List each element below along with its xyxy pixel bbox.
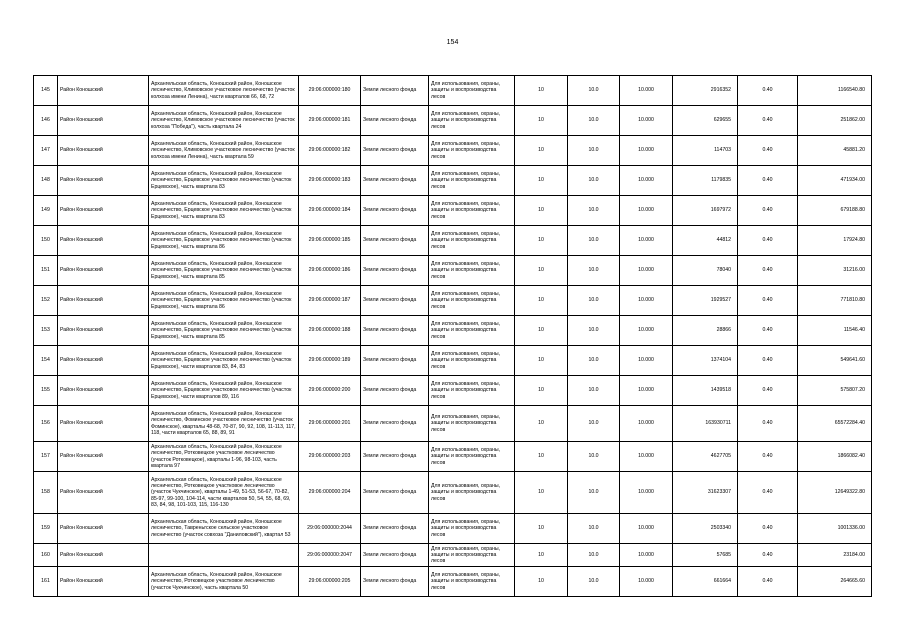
- row-number-cell: 159: [34, 514, 58, 544]
- area-cell: 661664: [673, 567, 738, 597]
- total-amount-cell: 45881.20: [798, 136, 872, 166]
- rate-cell: 10: [515, 514, 568, 544]
- address-cell: Архангельская область, Коношский район, Коношское лесничество, Ерцевское участковое лесничество (участок Ерцевское), части кварталов 83, 84, 83: [149, 346, 299, 376]
- table-row: [34, 406, 872, 442]
- coefficient-cell: 10.0: [568, 472, 620, 514]
- land-category-cell: Земли лесного фонда: [361, 136, 429, 166]
- permitted-use-cell: Для использования, охраны, защиты и воспроизводства лесов: [429, 166, 515, 196]
- district-cell: Район Коношский: [58, 442, 149, 472]
- address-cell: Архангельская область, Коношский район, Коношское лесничество, Ерцевское участковое лесничество (участок Ерцевское), части кварталов 89, 116: [149, 376, 299, 406]
- row-number-cell: 146: [34, 106, 58, 136]
- table-body: [34, 76, 872, 597]
- table-row: [34, 106, 872, 136]
- address-cell: Архангельская область, Коношский район, Коношское лесничество, Ерцевское участковое лесничество (участок Ерцевское), часть квартала 86: [149, 286, 299, 316]
- coefficient-cell: 10.0: [568, 76, 620, 106]
- coefficient-cell: 10.0: [568, 346, 620, 376]
- percent-cell: 0.40: [738, 256, 798, 286]
- row-number-cell: 150: [34, 226, 58, 256]
- total-amount-cell: 31216.00: [798, 256, 872, 286]
- row-number-cell: 154: [34, 346, 58, 376]
- coefficient-cell: 10.0: [568, 136, 620, 166]
- row-number-cell: 145: [34, 76, 58, 106]
- total-amount-cell: 11546.40: [798, 316, 872, 346]
- area-cell: 2503340: [673, 514, 738, 544]
- row-number-cell: 153: [34, 316, 58, 346]
- table-row: [34, 286, 872, 316]
- percent-cell: 0.40: [738, 316, 798, 346]
- coefficient-2-cell: 10.000: [620, 256, 673, 286]
- percent-cell: 0.40: [738, 76, 798, 106]
- total-amount-cell: 251862.00: [798, 106, 872, 136]
- permitted-use-cell: Для использования, охраны, защиты и воспроизводства лесов: [429, 226, 515, 256]
- table-row: [34, 544, 872, 567]
- address-cell: [149, 544, 299, 567]
- district-cell: Район Коношский: [58, 376, 149, 406]
- cadastral-number-cell: 29:06:000000:185: [299, 226, 361, 256]
- address-cell: Архангельская область, Коношский район, Коношское лесничество, Ротковецкое участковое лесничество (участок Чукчинское), кварталы 1-49, 51-53, 56-67, 70-82, 85-97, 99-100, 104-114, части кварталов 50, 54, 55, 68, 69, 83, 84, 98, 101-103, 115, 116-130: [149, 472, 299, 514]
- coefficient-2-cell: 10.000: [620, 106, 673, 136]
- total-amount-cell: 771810.80: [798, 286, 872, 316]
- area-cell: 1374104: [673, 346, 738, 376]
- area-cell: 28866: [673, 316, 738, 346]
- coefficient-2-cell: 10.000: [620, 472, 673, 514]
- cadastral-number-cell: 29:06:000000:180: [299, 76, 361, 106]
- district-cell: Район Коношский: [58, 136, 149, 166]
- cadastral-number-cell: 29:06:000000:204: [299, 472, 361, 514]
- table-row: [34, 376, 872, 406]
- coefficient-cell: 10.0: [568, 567, 620, 597]
- table-row: [34, 514, 872, 544]
- coefficient-2-cell: 10.000: [620, 406, 673, 442]
- table-row: [34, 166, 872, 196]
- land-category-cell: Земли лесного фонда: [361, 286, 429, 316]
- rate-cell: 10: [515, 567, 568, 597]
- cadastral-number-cell: 29:06:000000:187: [299, 286, 361, 316]
- land-category-cell: Земли лесного фонда: [361, 544, 429, 567]
- total-amount-cell: 65572284.40: [798, 406, 872, 442]
- coefficient-cell: 10.0: [568, 226, 620, 256]
- area-cell: 1929527: [673, 286, 738, 316]
- cadastral-number-cell: 29:06:000000:2047: [299, 544, 361, 567]
- address-cell: Архангельская область, Коношский район, Коношское лесничество, Ерцевское участковое лесничество (участок Ерцевское), часть квартала 83: [149, 166, 299, 196]
- address-cell: Архангельская область, Коношский район, Коношское лесничество, Ерцевское участковое лесничество (участок Ерцевское), часть квартала 85: [149, 256, 299, 286]
- total-amount-cell: 1166540.80: [798, 76, 872, 106]
- area-cell: 1439518: [673, 376, 738, 406]
- coefficient-2-cell: 10.000: [620, 166, 673, 196]
- coefficient-2-cell: 10.000: [620, 442, 673, 472]
- coefficient-cell: 10.0: [568, 406, 620, 442]
- district-cell: Район Коношский: [58, 226, 149, 256]
- permitted-use-cell: Для использования, охраны, защиты и воспроизводства лесов: [429, 316, 515, 346]
- row-number-cell: 157: [34, 442, 58, 472]
- rate-cell: 10: [515, 226, 568, 256]
- permitted-use-cell: Для использования, охраны, защиты и воспроизводства лесов: [429, 567, 515, 597]
- row-number-cell: 160: [34, 544, 58, 567]
- land-plots-table: [33, 75, 872, 597]
- land-category-cell: Земли лесного фонда: [361, 76, 429, 106]
- table-row: [34, 567, 872, 597]
- permitted-use-cell: Для использования, охраны, защиты и воспроизводства лесов: [429, 472, 515, 514]
- rate-cell: 10: [515, 376, 568, 406]
- row-number-cell: 152: [34, 286, 58, 316]
- area-cell: 57685: [673, 544, 738, 567]
- district-cell: Район Коношский: [58, 166, 149, 196]
- land-category-cell: Земли лесного фонда: [361, 376, 429, 406]
- cadastral-number-cell: 29:06:000000:203: [299, 442, 361, 472]
- address-cell: Архангельская область, Коношский район, Коношское лесничество, Климовское участковое лесничество (участок колхоза имени Ленина), части кварталов 66, 68, 72: [149, 76, 299, 106]
- address-cell: Архангельская область, Коношский район, Коношское лесничество, Ротковецкое участковое лесничество (участок Чукчинское), часть квартала 50: [149, 567, 299, 597]
- permitted-use-cell: Для использования, охраны, защиты и воспроизводства лесов: [429, 376, 515, 406]
- total-amount-cell: 471934.00: [798, 166, 872, 196]
- percent-cell: 0.40: [738, 514, 798, 544]
- row-number-cell: 155: [34, 376, 58, 406]
- rate-cell: 10: [515, 316, 568, 346]
- table-row: [34, 316, 872, 346]
- row-number-cell: 151: [34, 256, 58, 286]
- coefficient-2-cell: 10.000: [620, 286, 673, 316]
- area-cell: 4627705: [673, 442, 738, 472]
- total-amount-cell: 17924.80: [798, 226, 872, 256]
- permitted-use-cell: Для использования, охраны, защиты и воспроизводства лесов: [429, 346, 515, 376]
- row-number-cell: 161: [34, 567, 58, 597]
- area-cell: 114703: [673, 136, 738, 166]
- rate-cell: 10: [515, 442, 568, 472]
- percent-cell: 0.40: [738, 166, 798, 196]
- coefficient-2-cell: 10.000: [620, 136, 673, 166]
- percent-cell: 0.40: [738, 286, 798, 316]
- cadastral-number-cell: 29:06:000000:200: [299, 376, 361, 406]
- percent-cell: 0.40: [738, 346, 798, 376]
- district-cell: Район Коношский: [58, 286, 149, 316]
- coefficient-cell: 10.0: [568, 166, 620, 196]
- percent-cell: 0.40: [738, 136, 798, 166]
- total-amount-cell: 12649322.80: [798, 472, 872, 514]
- area-cell: 629655: [673, 106, 738, 136]
- area-cell: 31623307: [673, 472, 738, 514]
- rate-cell: 10: [515, 286, 568, 316]
- rate-cell: 10: [515, 166, 568, 196]
- row-number-cell: 149: [34, 196, 58, 226]
- district-cell: Район Коношский: [58, 514, 149, 544]
- permitted-use-cell: Для использования, охраны, защиты и воспроизводства лесов: [429, 136, 515, 166]
- district-cell: Район Коношский: [58, 256, 149, 286]
- cadastral-number-cell: 29:06:000000:205: [299, 567, 361, 597]
- cadastral-number-cell: 29:06:000000:2044: [299, 514, 361, 544]
- table-row: [34, 76, 872, 106]
- permitted-use-cell: Для использования, охраны, защиты и воспроизводства лесов: [429, 76, 515, 106]
- cadastral-number-cell: 29:06:000000:183: [299, 166, 361, 196]
- table-row: [34, 346, 872, 376]
- percent-cell: 0.40: [738, 544, 798, 567]
- permitted-use-cell: Для использования, охраны, защиты и воспроизводства лесов: [429, 286, 515, 316]
- address-cell: Архангельская область, Коношский район, Коношское лесничество, Ерцевское участковое лесничество (участок Ерцевское), часть квартала 86: [149, 226, 299, 256]
- row-number-cell: 148: [34, 166, 58, 196]
- land-category-cell: Земли лесного фонда: [361, 514, 429, 544]
- address-cell: Архангельская область, Коношский район, Коношское лесничество, Тавреньгское сельское участковое лесничество (участок совхоза "Даниловский"), квартал 53: [149, 514, 299, 544]
- area-cell: 44812: [673, 226, 738, 256]
- permitted-use-cell: Для использования, охраны, защиты и воспроизводства лесов: [429, 442, 515, 472]
- page-number: 154: [446, 39, 459, 46]
- total-amount-cell: 549641.60: [798, 346, 872, 376]
- cadastral-number-cell: 29:06:000000:186: [299, 256, 361, 286]
- permitted-use-cell: Для использования, охраны, защиты и воспроизводства лесов: [429, 514, 515, 544]
- coefficient-2-cell: 10.000: [620, 567, 673, 597]
- coefficient-2-cell: 10.000: [620, 316, 673, 346]
- total-amount-cell: 1866082.40: [798, 442, 872, 472]
- cadastral-number-cell: 29:06:000000:189: [299, 346, 361, 376]
- percent-cell: 0.40: [738, 196, 798, 226]
- total-amount-cell: 23184.00: [798, 544, 872, 567]
- rate-cell: 10: [515, 106, 568, 136]
- coefficient-2-cell: 10.000: [620, 346, 673, 376]
- permitted-use-cell: Для использования, охраны, защиты и воспроизводства лесов: [429, 106, 515, 136]
- coefficient-cell: 10.0: [568, 286, 620, 316]
- district-cell: Район Коношский: [58, 316, 149, 346]
- district-cell: Район Коношский: [58, 544, 149, 567]
- address-cell: Архангельская область, Коношский район, Коношское лесничество, Фоминское участковое лесничество (участок Фоминское), кварталы 48-68, 70-87, 90, 92, 108, 11-113, 117, 118, части кварталов 65, 88, 89, 91: [149, 406, 299, 442]
- address-cell: Архангельская область, Коношский район, Коношское лесничество, Климовское участковое лесничество (участок колхоза имени Ленина), часть квартала 59: [149, 136, 299, 166]
- table-row: [34, 136, 872, 166]
- land-category-cell: Земли лесного фонда: [361, 106, 429, 136]
- table-row: [34, 196, 872, 226]
- land-category-cell: Земли лесного фонда: [361, 166, 429, 196]
- permitted-use-cell: Для использования, охраны, защиты и воспроизводства лесов: [429, 406, 515, 442]
- rate-cell: 10: [515, 472, 568, 514]
- coefficient-2-cell: 10.000: [620, 514, 673, 544]
- percent-cell: 0.40: [738, 472, 798, 514]
- land-category-cell: Земли лесного фонда: [361, 567, 429, 597]
- coefficient-cell: 10.0: [568, 442, 620, 472]
- coefficient-cell: 10.0: [568, 376, 620, 406]
- land-category-cell: Земли лесного фонда: [361, 196, 429, 226]
- land-category-cell: Земли лесного фонда: [361, 472, 429, 514]
- cadastral-number-cell: 29:06:000000:184: [299, 196, 361, 226]
- land-category-cell: Земли лесного фонда: [361, 442, 429, 472]
- rate-cell: 10: [515, 256, 568, 286]
- address-cell: Архангельская область, Коношский район, Коношское лесничество, Климовское участковое лесничество (участок колхоза "Победа"), часть квартала 24: [149, 106, 299, 136]
- total-amount-cell: 1001336.00: [798, 514, 872, 544]
- cadastral-number-cell: 29:06:000000:181: [299, 106, 361, 136]
- rate-cell: 10: [515, 136, 568, 166]
- percent-cell: 0.40: [738, 106, 798, 136]
- total-amount-cell: 679188.80: [798, 196, 872, 226]
- land-category-cell: Земли лесного фонда: [361, 316, 429, 346]
- table-row: [34, 442, 872, 472]
- table-row: [34, 472, 872, 514]
- area-cell: 78040: [673, 256, 738, 286]
- rate-cell: 10: [515, 544, 568, 567]
- land-category-cell: Земли лесного фонда: [361, 406, 429, 442]
- rate-cell: 10: [515, 346, 568, 376]
- percent-cell: 0.40: [738, 406, 798, 442]
- coefficient-cell: 10.0: [568, 256, 620, 286]
- percent-cell: 0.40: [738, 567, 798, 597]
- percent-cell: 0.40: [738, 442, 798, 472]
- district-cell: Район Коношский: [58, 472, 149, 514]
- cadastral-number-cell: 29:06:000000:182: [299, 136, 361, 166]
- coefficient-2-cell: 10.000: [620, 196, 673, 226]
- address-cell: Архангельская область, Коношский район, Коношское лесничество, Ерцевское участковое лесничество (участок Ерцевское), часть квартала 83: [149, 196, 299, 226]
- land-category-cell: Земли лесного фонда: [361, 346, 429, 376]
- coefficient-cell: 10.0: [568, 196, 620, 226]
- coefficient-cell: 10.0: [568, 544, 620, 567]
- row-number-cell: 156: [34, 406, 58, 442]
- permitted-use-cell: Для использования, охраны, защиты и воспроизводства лесов: [429, 544, 515, 567]
- total-amount-cell: 264665.60: [798, 567, 872, 597]
- coefficient-cell: 10.0: [568, 106, 620, 136]
- land-category-cell: Земли лесного фонда: [361, 226, 429, 256]
- district-cell: Район Коношский: [58, 196, 149, 226]
- district-cell: Район Коношский: [58, 346, 149, 376]
- district-cell: Район Коношский: [58, 76, 149, 106]
- cadastral-number-cell: 29:06:000000:201: [299, 406, 361, 442]
- address-cell: Архангельская область, Коношский район, Коношское лесничество, Ерцевское участковое лесничество (участок Ерцевское), часть квартала 85: [149, 316, 299, 346]
- coefficient-cell: 10.0: [568, 316, 620, 346]
- total-amount-cell: 575807.20: [798, 376, 872, 406]
- cadastral-number-cell: 29:06:000000:188: [299, 316, 361, 346]
- area-cell: 163930711: [673, 406, 738, 442]
- area-cell: 2916352: [673, 76, 738, 106]
- coefficient-cell: 10.0: [568, 514, 620, 544]
- rate-cell: 10: [515, 196, 568, 226]
- district-cell: Район Коношский: [58, 406, 149, 442]
- row-number-cell: 158: [34, 472, 58, 514]
- area-cell: 1697972: [673, 196, 738, 226]
- district-cell: Район Коношский: [58, 106, 149, 136]
- land-category-cell: Земли лесного фонда: [361, 256, 429, 286]
- coefficient-2-cell: 10.000: [620, 376, 673, 406]
- percent-cell: 0.40: [738, 376, 798, 406]
- address-cell: Архангельская область, Коношский район, Коношское лесничество, Ротковецкое участковое лесничество (участок Ротковецкое), кварталы 1-96, 98-103, часть квартала 97: [149, 442, 299, 472]
- rate-cell: 10: [515, 76, 568, 106]
- permitted-use-cell: Для использования, охраны, защиты и воспроизводства лесов: [429, 196, 515, 226]
- rate-cell: 10: [515, 406, 568, 442]
- table-row: [34, 256, 872, 286]
- percent-cell: 0.40: [738, 226, 798, 256]
- table-row: [34, 226, 872, 256]
- coefficient-2-cell: 10.000: [620, 544, 673, 567]
- row-number-cell: 147: [34, 136, 58, 166]
- coefficient-2-cell: 10.000: [620, 226, 673, 256]
- district-cell: Район Коношский: [58, 567, 149, 597]
- area-cell: 1179835: [673, 166, 738, 196]
- coefficient-2-cell: 10.000: [620, 76, 673, 106]
- permitted-use-cell: Для использования, охраны, защиты и воспроизводства лесов: [429, 256, 515, 286]
